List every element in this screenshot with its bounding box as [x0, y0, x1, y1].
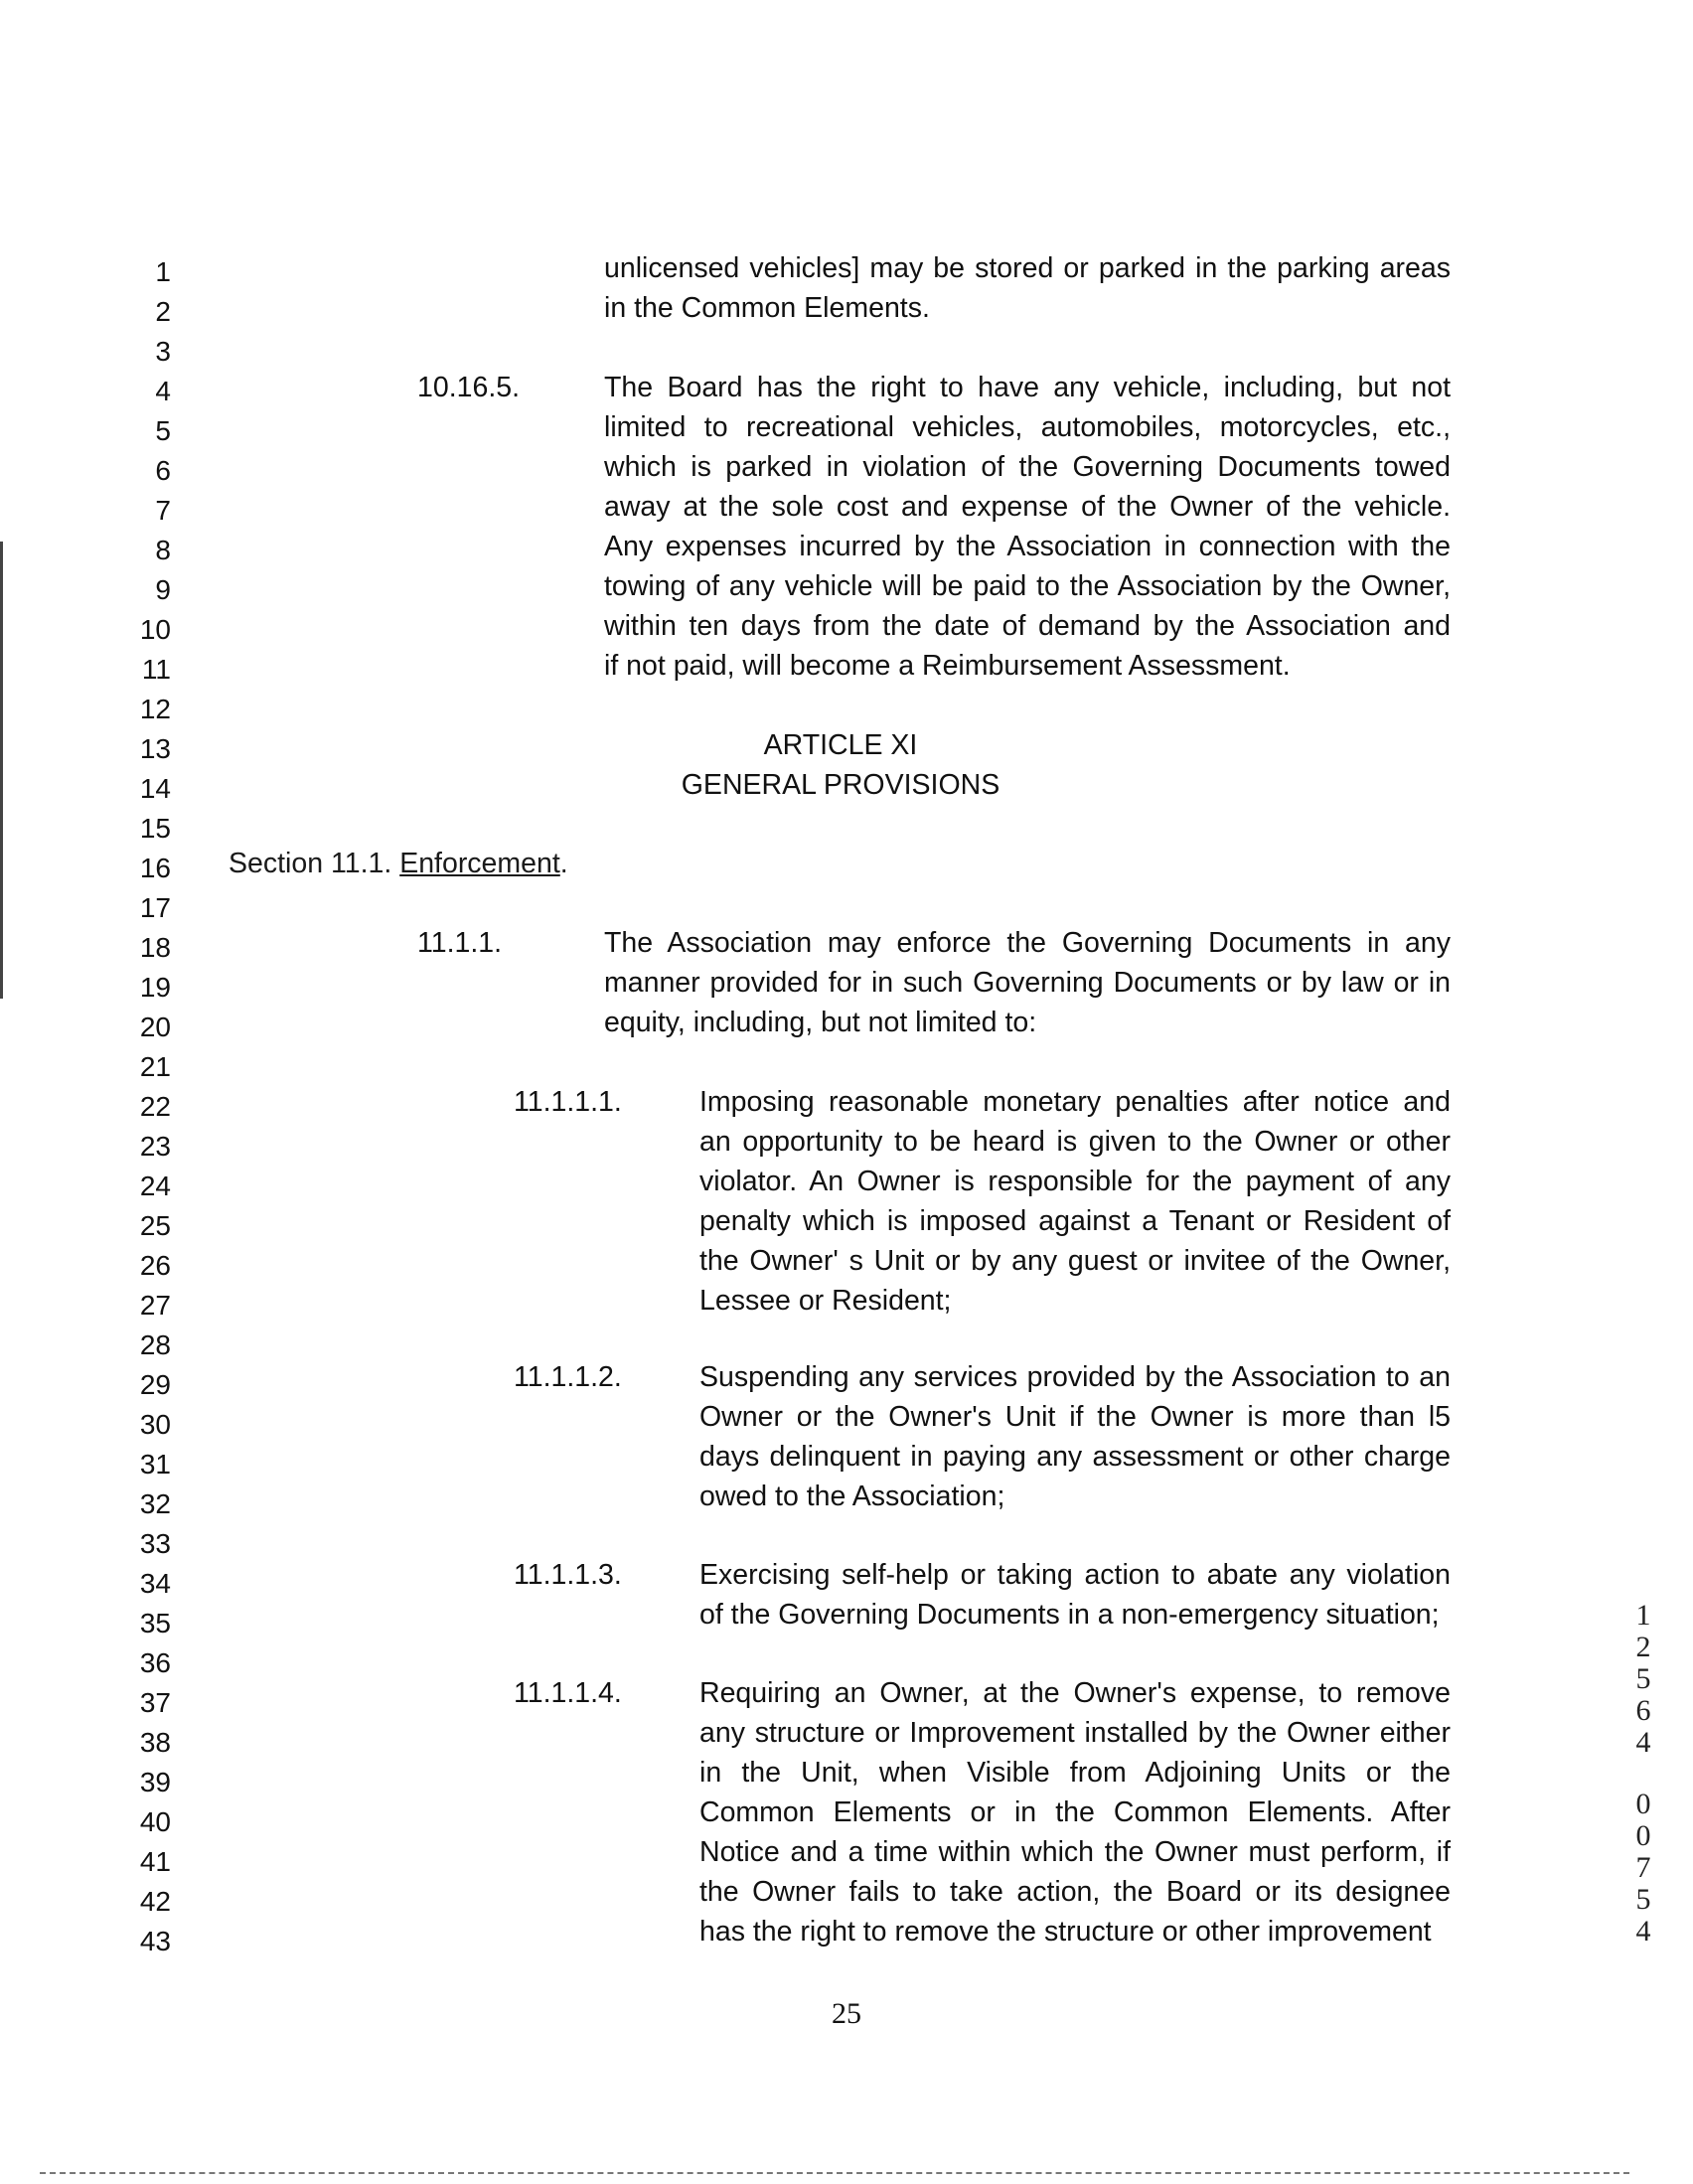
paragraph-line: Suspending any services provided by the Association to an	[699, 1361, 1451, 1393]
line-number: 6	[155, 455, 171, 486]
stamp-digit: 7	[1635, 1851, 1651, 1884]
paragraph-line: towing of any vehicle will be paid to the Association by the Owner,	[604, 570, 1451, 602]
paragraph-line: equity, including, but not limited to:	[604, 1007, 1037, 1038]
paragraph-line: The Board has the right to have any vehicle, including, but not	[604, 372, 1451, 403]
paragraph-line: owed to the Association;	[699, 1481, 1005, 1512]
line-number: 5	[155, 415, 171, 446]
line-number: 30	[139, 1409, 171, 1440]
line-number: 41	[139, 1846, 171, 1877]
line-number: 24	[139, 1170, 171, 1201]
line-number: 34	[139, 1568, 171, 1599]
line-number: 13	[139, 733, 171, 764]
scan-edge-mark	[40, 2172, 1629, 2174]
paragraph-number: 11.1.1.3.	[514, 1559, 622, 1591]
line-number: 16	[139, 853, 171, 883]
line-number: 9	[155, 574, 171, 605]
paragraph-line: in the Unit, when Visible from Adjoining Units or the	[699, 1757, 1451, 1789]
line-number: 23	[139, 1131, 171, 1162]
paragraph-line: any structure or Improvement installed by the Owner either	[699, 1717, 1451, 1749]
paragraph-line: Requiring an Owner, at the Owner's expense, to remove	[699, 1677, 1451, 1709]
paragraph-line: limited to recreational vehicles, automobiles, motorcycles, etc.,	[604, 411, 1451, 443]
stamp-digit: 5	[1635, 1883, 1651, 1916]
line-number: 22	[139, 1091, 171, 1122]
line-number: 14	[139, 773, 171, 804]
margin-stamp	[1625, 1600, 1661, 1948]
paragraph-line: of the Governing Documents in a non-emergency situation;	[699, 1599, 1440, 1631]
paragraph-number: 10.16.5.	[417, 372, 521, 403]
stamp-digit: 6	[1635, 1694, 1651, 1727]
line-number: 37	[139, 1687, 171, 1718]
stamp-digit: 0	[1635, 1788, 1651, 1820]
line-number: 18	[139, 932, 171, 963]
line-number: 40	[139, 1806, 171, 1837]
line-number: 39	[139, 1767, 171, 1797]
stamp-digit: 2	[1635, 1631, 1651, 1663]
paragraph-line: Notice and a time within which the Owner must perform, if	[699, 1836, 1451, 1868]
line-number: 42	[139, 1886, 171, 1917]
paragraph-number: 11.1.1.4.	[514, 1677, 622, 1709]
paragraph-line: has the right to remove the structure or other improvement	[699, 1916, 1432, 1948]
line-number: 2	[155, 296, 171, 327]
line-number: 38	[139, 1727, 171, 1758]
line-number: 10	[139, 614, 171, 645]
line-number: 32	[139, 1488, 171, 1519]
paragraph-line: violator. An Owner is responsible for the payment of any	[699, 1166, 1451, 1197]
line-number: 31	[139, 1449, 171, 1480]
paragraph-line: penalty which is imposed against a Tenant or Resident of	[699, 1205, 1451, 1237]
stamp-digit: 1	[1635, 1599, 1651, 1632]
line-number: 25	[139, 1210, 171, 1241]
line-number-column	[109, 252, 171, 1961]
paragraph-number: 11.1.1.	[417, 927, 503, 959]
continuation-line: in the Common Elements.	[604, 292, 930, 324]
stamp-digit: 0	[1635, 1819, 1651, 1852]
paragraph-line: Imposing reasonable monetary penalties after notice and	[699, 1086, 1451, 1118]
line-number: 20	[139, 1012, 171, 1042]
paragraph-line: Lessee or Resident;	[699, 1285, 952, 1317]
line-number: 3	[155, 336, 171, 367]
line-number: 8	[155, 535, 171, 565]
line-number: 29	[139, 1369, 171, 1400]
line-number: 1	[155, 256, 171, 287]
line-number: 17	[139, 892, 171, 923]
scan-edge-mark	[0, 542, 3, 999]
section-prefix: Section 11.1.	[229, 848, 392, 879]
paragraph-line: Common Elements or in the Common Elements. After	[699, 1796, 1451, 1828]
paragraph-line: The Association may enforce the Governing Documents in any	[604, 927, 1451, 959]
paragraph-line: days delinquent in paying any assessment or other charge	[699, 1441, 1451, 1473]
line-number: 33	[139, 1528, 171, 1559]
stamp-digit: 4	[1635, 1726, 1651, 1759]
line-number: 35	[139, 1608, 171, 1638]
paragraph-line: an opportunity to be heard is given to the Owner or other	[699, 1126, 1451, 1158]
paragraph-line: manner provided for in such Governing Documents or by law or in	[604, 967, 1451, 999]
line-number: 19	[139, 972, 171, 1003]
article-subtitle: GENERAL PROVISIONS	[681, 769, 1000, 801]
line-number: 15	[139, 813, 171, 844]
line-number: 28	[139, 1329, 171, 1360]
paragraph-line: Owner or the Owner's Unit if the Owner is more than l5	[699, 1401, 1451, 1433]
page-number: 25	[832, 1997, 861, 2030]
section-heading	[229, 844, 568, 883]
paragraph-number: 11.1.1.2.	[514, 1361, 622, 1393]
paragraph-line: Exercising self-help or taking action to abate any violation	[699, 1559, 1451, 1591]
line-number: 21	[139, 1051, 171, 1082]
paragraph-line: which is parked in violation of the Governing Documents towed	[604, 451, 1451, 483]
paragraph-line: the Owner' s Unit or by any guest or invitee of the Owner,	[699, 1245, 1451, 1277]
paragraph-line: within ten days from the date of demand by the Association and	[604, 610, 1451, 642]
paragraph-line: away at the sole cost and expense of the Owner of the vehicle.	[604, 491, 1451, 523]
paragraph-line: the Owner fails to take action, the Board or its designee	[699, 1876, 1451, 1908]
line-number: 7	[155, 495, 171, 526]
section-title: Enforcement	[399, 848, 560, 879]
stamp-digit: 4	[1635, 1915, 1651, 1948]
line-number: 26	[139, 1250, 171, 1281]
line-number: 11	[141, 654, 171, 685]
line-number: 12	[139, 694, 171, 724]
paragraph-number: 11.1.1.1.	[514, 1086, 622, 1118]
line-number: 27	[139, 1290, 171, 1321]
continuation-line: unlicensed vehicles] may be stored or parked in the parking areas	[604, 252, 1451, 284]
paragraph-line: if not paid, will become a Reimbursement Assessment.	[604, 650, 1291, 682]
paragraph-line: Any expenses incurred by the Association in connection with the	[604, 531, 1451, 562]
stamp-gap	[1625, 1759, 1661, 1789]
article-title: ARTICLE XI	[763, 729, 918, 761]
line-number: 43	[139, 1926, 171, 1956]
stamp-digit: 5	[1635, 1662, 1651, 1695]
line-number: 36	[139, 1647, 171, 1678]
line-number: 4	[155, 376, 171, 406]
section-suffix: .	[559, 848, 568, 879]
